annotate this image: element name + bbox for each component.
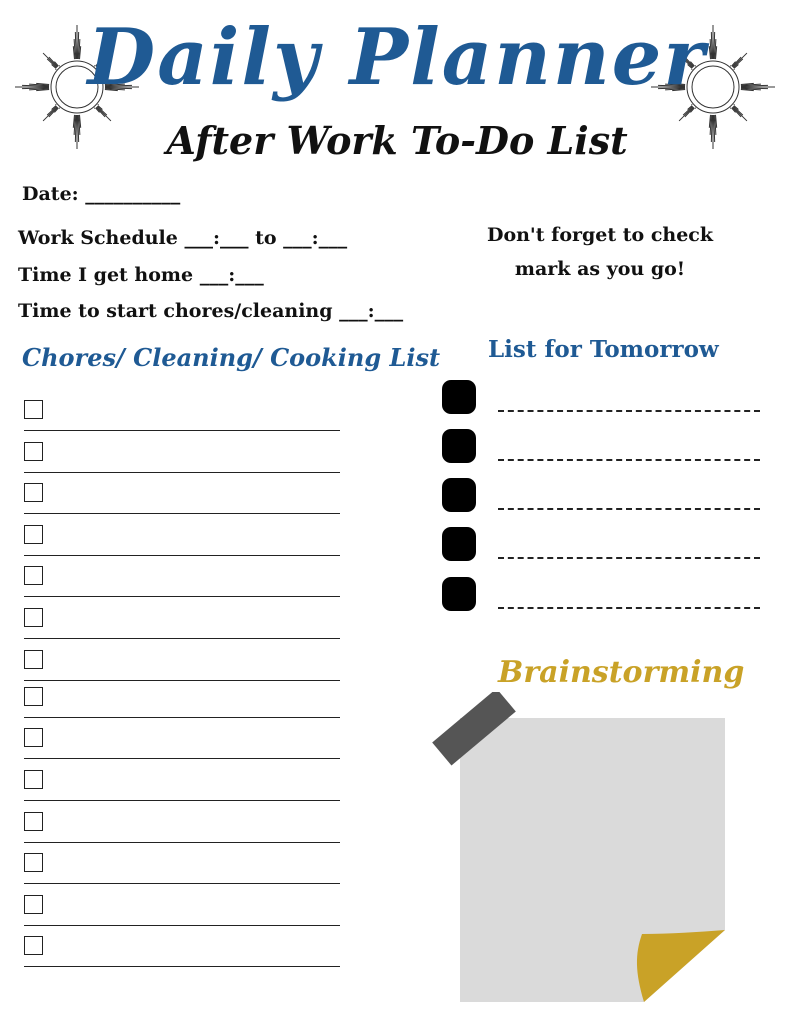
sticky-note-curl bbox=[637, 930, 725, 1002]
chore-checkbox-9[interactable] bbox=[24, 728, 43, 747]
chore-checkbox-14[interactable] bbox=[24, 936, 43, 955]
chore-checkbox-7[interactable] bbox=[24, 650, 43, 669]
chore-line-12[interactable] bbox=[24, 883, 340, 884]
tomorrow-line-3[interactable] bbox=[498, 508, 760, 510]
chore-line-2[interactable] bbox=[24, 472, 340, 473]
time-home-field[interactable]: Time I get home ___:___ bbox=[18, 264, 264, 286]
chore-line-11[interactable] bbox=[24, 842, 340, 843]
chore-line-4[interactable] bbox=[24, 555, 340, 556]
sticky-note[interactable] bbox=[430, 692, 730, 1004]
chores-heading: Chores/ Cleaning/ Cooking List bbox=[22, 343, 441, 372]
reminder-line-2: mark as you go! bbox=[514, 258, 686, 280]
chore-line-6[interactable] bbox=[24, 638, 340, 639]
chore-line-1[interactable] bbox=[24, 430, 340, 431]
tomorrow-line-1[interactable] bbox=[498, 410, 760, 412]
chore-line-3[interactable] bbox=[24, 513, 340, 514]
chore-line-8[interactable] bbox=[24, 717, 340, 718]
chore-line-7[interactable] bbox=[24, 680, 340, 681]
chore-checkbox-5[interactable] bbox=[24, 566, 43, 585]
chore-checkbox-6[interactable] bbox=[24, 608, 43, 627]
tomorrow-bullet-3 bbox=[442, 478, 476, 512]
tomorrow-bullet-4 bbox=[442, 527, 476, 561]
tomorrow-line-4[interactable] bbox=[498, 557, 760, 559]
tomorrow-bullet-1 bbox=[442, 380, 476, 414]
reminder-line-1: Don't forget to check bbox=[486, 224, 714, 246]
date-field[interactable]: Date: __________ bbox=[22, 183, 181, 205]
chore-checkbox-12[interactable] bbox=[24, 853, 43, 872]
tomorrow-bullet-5 bbox=[442, 577, 476, 611]
work-schedule-field[interactable]: Work Schedule ___:___ to ___:___ bbox=[18, 227, 348, 249]
chore-line-9[interactable] bbox=[24, 758, 340, 759]
page-subtitle: After Work To-Do List bbox=[166, 118, 628, 163]
chore-checkbox-1[interactable] bbox=[24, 400, 43, 419]
chore-checkbox-8[interactable] bbox=[24, 687, 43, 706]
chore-line-13[interactable] bbox=[24, 925, 340, 926]
chore-line-5[interactable] bbox=[24, 596, 340, 597]
chore-checkbox-3[interactable] bbox=[24, 483, 43, 502]
tomorrow-line-2[interactable] bbox=[498, 459, 760, 461]
tomorrow-line-5[interactable] bbox=[498, 607, 760, 609]
chore-line-14[interactable] bbox=[24, 966, 340, 967]
reminder-note bbox=[470, 218, 730, 286]
chore-checkbox-11[interactable] bbox=[24, 812, 43, 831]
brainstorming-heading: Brainstorming bbox=[498, 655, 745, 690]
tomorrow-bullet-2 bbox=[442, 429, 476, 463]
start-chores-field[interactable]: Time to start chores/cleaning ___:___ bbox=[18, 300, 404, 322]
chore-checkbox-13[interactable] bbox=[24, 895, 43, 914]
page-title: Daily Planner bbox=[87, 12, 707, 103]
chore-checkbox-10[interactable] bbox=[24, 770, 43, 789]
chore-line-10[interactable] bbox=[24, 800, 340, 801]
chore-checkbox-4[interactable] bbox=[24, 525, 43, 544]
chore-checkbox-2[interactable] bbox=[24, 442, 43, 461]
tomorrow-heading: List for Tomorrow bbox=[488, 336, 719, 363]
